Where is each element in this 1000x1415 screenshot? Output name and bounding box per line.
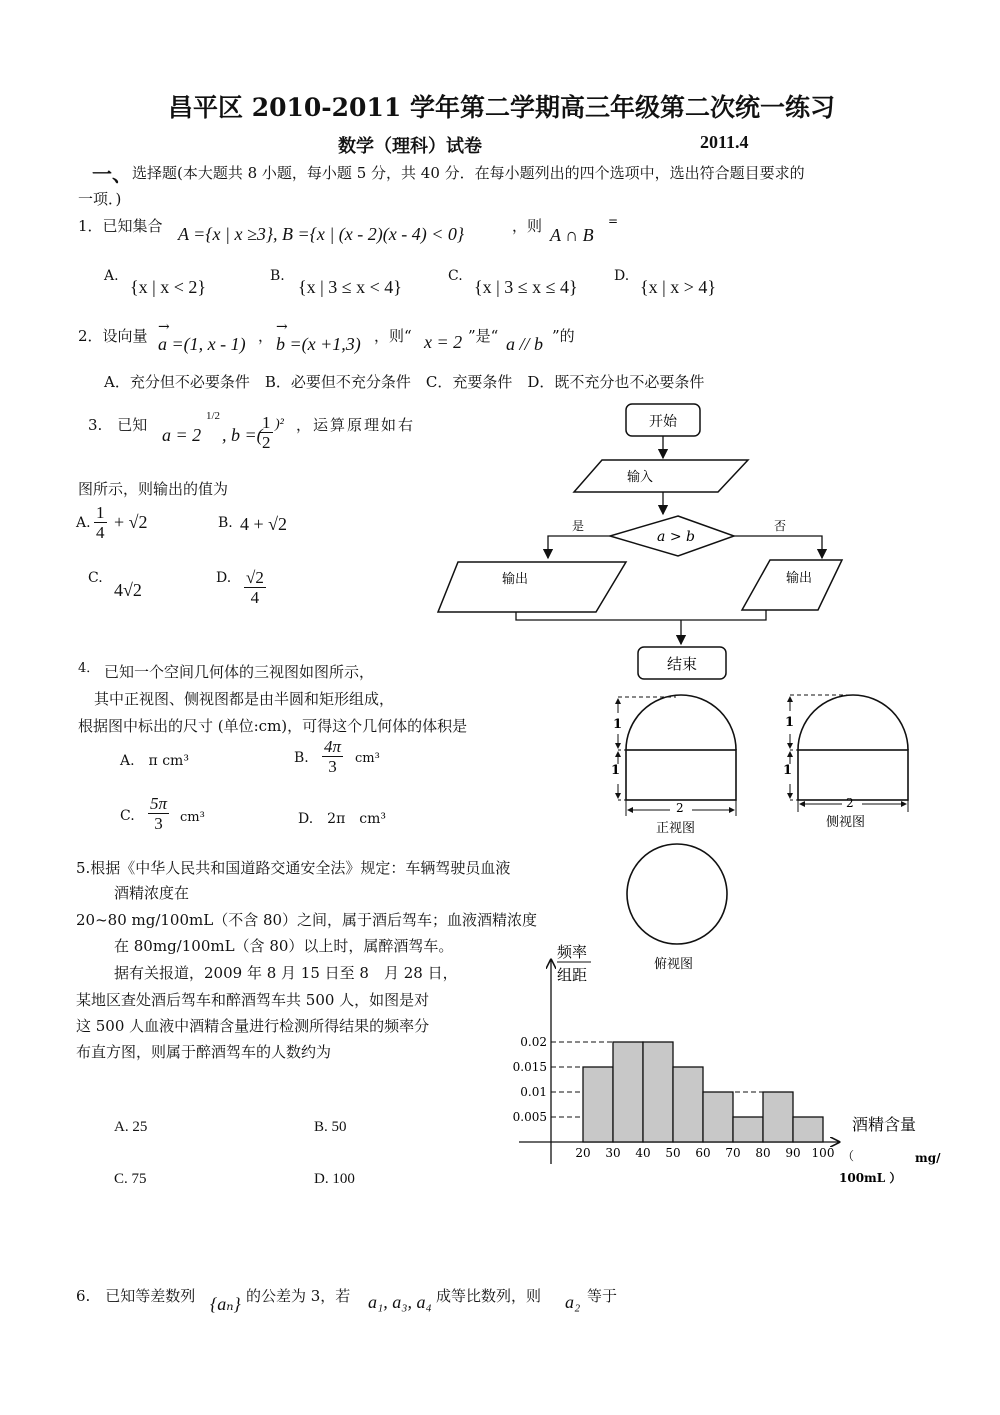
side-dim-bottom: 1 <box>783 763 793 778</box>
q4-optC-label: C. <box>120 808 135 824</box>
q2-vec-b: b =(x +1,3) <box>276 334 361 354</box>
q2-end: ”的 <box>552 327 575 345</box>
flow-no: 否 <box>774 519 787 533</box>
section-instructions-cont: 一项．) <box>78 190 122 208</box>
q3-optA-num: 1 <box>96 503 105 522</box>
q4-line3: 根据图中标出的尺寸 (单位:cm)，可得这个几何体的体积是 <box>78 717 468 735</box>
histogram-bar <box>733 1117 763 1142</box>
q4-optC-unit: cm³ <box>180 810 205 825</box>
q4-line1: 已知一个空间几何体的三视图如图所示， <box>104 663 375 681</box>
q6-terms: a₁, a₃, a₄ <box>368 1292 432 1312</box>
front-dim-width: 2 <box>676 801 684 815</box>
flow-arrow <box>734 536 822 558</box>
histogram-bar <box>583 1067 613 1142</box>
side-rect <box>798 750 908 800</box>
q3-optA-label: A. <box>76 515 91 531</box>
flow-input: 输入 <box>626 470 654 485</box>
page-subtitle: 数学（理科）试卷 <box>338 136 482 157</box>
q3-a-exp: 1/2 <box>206 410 221 422</box>
q3-optA-frac <box>94 503 107 542</box>
q1-optC-label: C. <box>448 268 463 284</box>
front-dim-bottom: 1 <box>611 763 621 778</box>
q1-optC: {x | 3 ≤ x ≤ 4} <box>474 277 578 297</box>
q3-b-expr: , b =( <box>222 425 263 445</box>
q4-line2: 其中正视图、侧视图都是由半圆和矩形组成， <box>94 690 395 708</box>
q1-target: A ∩ B <box>550 225 594 245</box>
q4-optB-label: B. <box>294 750 309 766</box>
q5-line7: 这 500 人血液中酒精含量进行检测所得结果的频率分 <box>76 1017 430 1035</box>
q3-optA-rest: + √2 <box>114 512 148 532</box>
q1-eq: = <box>608 214 619 228</box>
y-tick-label: 0.01 <box>520 1085 547 1099</box>
q3-stem-suffix: ，运算原理如右 <box>296 416 416 434</box>
front-view <box>611 695 736 836</box>
q4-optC-frac <box>148 794 169 833</box>
q3-optC-label: C. <box>88 570 103 586</box>
front-dim-top: 1 <box>613 717 623 732</box>
q1-formula: A ={x | x ≥3}, B ={x | (x - 2)(x - 4) < 0} <box>178 224 465 244</box>
q4-optC-den: 3 <box>154 814 163 833</box>
q5-line4: 在 80mg/100mL（含 80）以上时，属醉酒驾车。 <box>114 937 454 955</box>
side-dim-top: 1 <box>785 715 795 730</box>
histogram-bar <box>793 1117 823 1142</box>
x-unit-1: mg/ <box>915 1151 941 1165</box>
y-label-top: 频率 <box>557 943 588 961</box>
q5-line6: 某地区查处酒后驾车和醉酒驾车共 500 人，如图是对 <box>76 991 430 1009</box>
flow-condition: a > b <box>657 529 695 545</box>
x-tick-label: 70 <box>725 1146 741 1160</box>
x-unit-3: 100mL ） <box>839 1171 902 1185</box>
q5-line2: 酒精浓度在 <box>114 884 190 902</box>
page-title: 昌平区 2010-2011 学年第二学期高三年级第二次统一练习 <box>168 93 835 122</box>
top-view-label: 俯视图 <box>654 957 694 972</box>
histogram-bar <box>613 1042 643 1142</box>
q6-mid: 的公差为 3，若 <box>246 1287 351 1305</box>
q1-optB: {x | 3 ≤ x < 4} <box>298 277 402 297</box>
q4-optB-den: 3 <box>328 757 337 776</box>
side-view <box>783 695 908 830</box>
q5-optB: B. 50 <box>314 1119 347 1135</box>
side-dim-width: 2 <box>846 796 854 810</box>
q3-optD-label: D. <box>216 570 232 586</box>
top-circle <box>627 844 727 944</box>
q2-vec-a: a =(1, x - 1) <box>158 334 246 354</box>
q1-stem: 1．已知集合 <box>78 217 163 235</box>
q6-mid2: 成等比数列，则 <box>436 1287 542 1305</box>
flow-output-right: 输出 <box>786 571 813 586</box>
histogram-bar <box>673 1067 703 1142</box>
y-tick-label: 0.02 <box>520 1035 547 1049</box>
front-view-label: 正视图 <box>656 821 696 836</box>
q2-mid2: ”是“ <box>468 327 499 345</box>
q1-optB-label: B. <box>270 268 285 284</box>
side-view-label: 侧视图 <box>826 815 866 830</box>
x-tick-label: 100 <box>811 1146 835 1160</box>
q2-mid: ，则“ <box>374 327 412 345</box>
histogram-bar <box>763 1092 793 1142</box>
section-instructions: 选择题(本大题共 8 小题，每小题 5 分，共 40 分．在每小题列出的四个选项中，选出符合题目要求的 <box>132 164 805 182</box>
q2-cond: x = 2 <box>424 332 463 352</box>
front-rect <box>626 750 736 800</box>
q5-line5: 据有关报道，2009 年 8 月 15 日至 8 月 28 日， <box>114 964 458 982</box>
q3-b-den: 2 <box>262 433 271 452</box>
vector-arrow-icon: → <box>276 319 288 335</box>
q4-optB-unit: cm³ <box>355 751 380 766</box>
q3-stem-line2: 图所示，则输出的值为 <box>78 480 229 498</box>
flow-arrow <box>548 536 610 558</box>
q4-optC-num: 5π <box>150 794 168 813</box>
x-tick-label: 40 <box>635 1146 651 1160</box>
y-label-bottom: 组距 <box>557 966 588 984</box>
q4-optA: A. π cm³ <box>120 753 189 769</box>
q4-label: 4． <box>78 661 100 676</box>
q1-then: ，则 <box>512 217 543 235</box>
front-semicircle <box>626 695 736 750</box>
q1-optA-label: A. <box>104 268 119 284</box>
q3-optC: 4√2 <box>114 580 142 600</box>
section-label: 一、 <box>92 162 132 186</box>
x-tick-label: 90 <box>785 1146 801 1160</box>
y-tick-label: 0.015 <box>512 1060 547 1074</box>
q5-line1: 5.根据《中华人民共和国道路交通安全法》规定：车辆驾驶员血液 <box>76 859 511 877</box>
x-tick-label: 30 <box>605 1146 621 1160</box>
q3-optD-den: 4 <box>250 588 260 607</box>
y-tick-label: 0.005 <box>512 1110 547 1124</box>
flow-input-box <box>574 460 748 492</box>
flow-end: 结束 <box>666 655 698 673</box>
x-tick-label: 80 <box>755 1146 771 1160</box>
q3-optB-label: B. <box>218 515 233 531</box>
q2-options: A．充分但不必要条件 B．必要但不充分条件 C．充要条件 D．既不充分也不必要条件 <box>104 373 705 391</box>
exam-date: 2011.4 <box>700 132 749 152</box>
q5-optD: D. 100 <box>314 1171 355 1187</box>
q3-optD-num: √2 <box>246 568 264 587</box>
q5-optA: A. 25 <box>114 1119 148 1135</box>
histogram-bar <box>643 1042 673 1142</box>
q3-optB: 4 + √2 <box>240 514 288 534</box>
q5-line3: 20~80 mg/100mL（不含 80）之间，属于酒后驾车；血液酒精浓度 <box>76 911 538 929</box>
q3-stem: 3. 已知 <box>88 416 148 434</box>
x-tick-label: 60 <box>695 1146 711 1160</box>
q1-optD-label: D. <box>614 268 630 284</box>
q6-seq: {aₙ} <box>210 1294 241 1314</box>
x-unit-2: （ <box>842 1149 855 1163</box>
q6-target: a₂ <box>565 1292 581 1312</box>
side-semicircle <box>798 695 908 750</box>
q6-stem: 6. 已知等差数列 <box>76 1287 196 1305</box>
q3-optD-frac <box>244 568 266 607</box>
flowchart <box>430 398 850 688</box>
q5-optC: C. 75 <box>114 1171 147 1187</box>
q2-stem: 2．设向量 <box>78 327 148 345</box>
q4-optD: D. 2π cm³ <box>298 811 387 827</box>
histogram <box>505 940 955 1195</box>
q3-b-exp: )² <box>275 417 284 432</box>
q4-optB-frac <box>322 737 343 776</box>
q3-a-expr: a = 2 <box>162 425 202 445</box>
vector-arrow-icon: → <box>158 319 170 335</box>
flow-output-left-box <box>438 562 626 612</box>
q5-line8: 布直方图，则属于醉酒驾车的人数约为 <box>76 1043 332 1061</box>
q4-optB-num: 4π <box>324 737 342 756</box>
x-tick-label: 50 <box>665 1146 681 1160</box>
x-label: 酒精含量 <box>852 1115 917 1134</box>
q2-parallel: a // b <box>506 334 544 354</box>
q3-b-num: 1 <box>262 413 271 432</box>
q3-optA-den: 4 <box>96 523 105 542</box>
q1-optD: {x | x > 4} <box>640 277 717 297</box>
histogram-bar <box>703 1092 733 1142</box>
q1-optA: {x | x < 2} <box>130 277 207 297</box>
flow-start: 开始 <box>649 414 677 430</box>
flow-output-left: 输出 <box>502 572 529 587</box>
q6-end: 等于 <box>587 1287 618 1305</box>
q3-b-frac <box>260 413 273 452</box>
q2-sep: ， <box>258 327 274 345</box>
x-tick-label: 20 <box>575 1146 591 1160</box>
flow-yes: 是 <box>572 519 585 533</box>
